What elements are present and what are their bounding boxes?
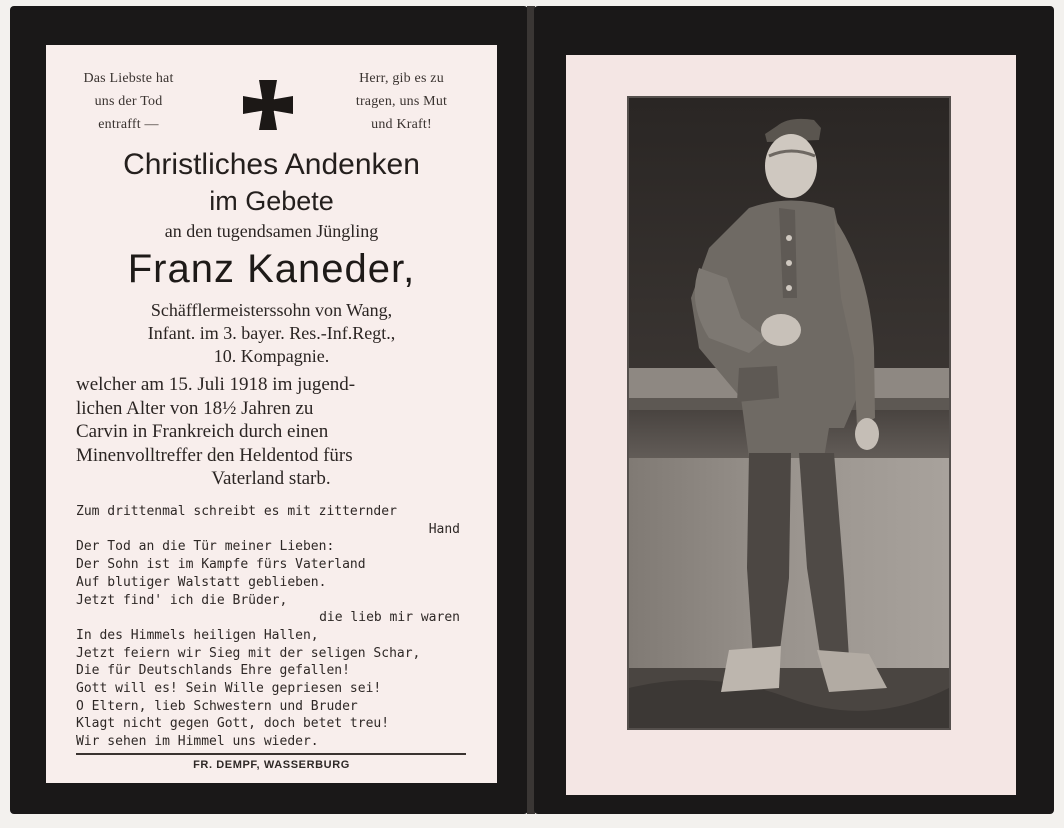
memorial-text-panel: [46, 45, 497, 783]
poem-line: Der Sohn ist im Kampfe fürs Vaterland: [76, 557, 366, 573]
description-line: lichen Alter von 18½ Jahren zu: [76, 397, 314, 419]
photo-panel: [566, 55, 1016, 795]
poem-line: Jetzt feiern wir Sieg mit der seligen Schar,: [76, 645, 421, 661]
poem-line: Auf blutiger Walstatt geblieben.: [76, 574, 327, 590]
poem-line: O Eltern, lieb Schwestern und Bruder: [76, 698, 358, 714]
footer-divider: [76, 753, 466, 755]
poem-line: Gott will es! Sein Wille gepriesen sei!: [76, 681, 382, 697]
epigraph-left-line: uns der Tod: [94, 94, 163, 109]
poem-line: Jetzt find' ich die Brüder,: [76, 592, 288, 608]
poem-line: Wir sehen im Himmel uns wieder.: [76, 734, 319, 750]
epigraph-left-line: Das Liebste hat: [83, 71, 174, 86]
poem-line: In des Himmels heiligen Hallen,: [76, 627, 319, 643]
description-line: Minenvolltreffer den Heldentod fürs: [76, 444, 353, 466]
description-line: Vaterland starb.: [211, 468, 331, 489]
poem-line: Die für Deutschlands Ehre gefallen!: [76, 663, 350, 679]
poem-line: Der Tod an die Tür meiner Lieben:: [76, 539, 335, 555]
rank-line: Schäfflermeisterssohn von Wang,: [150, 300, 393, 320]
memorial-poem: [76, 503, 460, 751]
iron-cross-icon: [239, 76, 297, 134]
rank-line: 10. Kompagnie.: [213, 346, 330, 366]
poem-line: Hand: [428, 521, 460, 537]
poem-line: Zum drittenmal schreibt es mit zitternder: [76, 504, 397, 519]
rank-line: Infant. im 3. bayer. Res.-Inf.Regt.,: [147, 323, 396, 343]
epigraph-right-line: und Kraft!: [371, 117, 432, 132]
death-description: [76, 373, 466, 491]
description-line: welcher am 15. Juli 1918 im jugend-: [76, 374, 356, 395]
epigraph-right-line: Herr, gib es zu: [359, 71, 444, 86]
epigraph-right: [334, 67, 469, 136]
epigraph-left-line: entrafft —: [98, 117, 159, 132]
dedication-line: an den tugendsamen Jüngling: [164, 221, 379, 241]
description-line: Carvin in Frankreich durch einen: [76, 421, 329, 442]
poem-line: die lieb mir waren: [319, 610, 460, 626]
heading-line-1: Christliches Andenken: [123, 148, 420, 181]
soldier-portrait-photo: [627, 96, 951, 730]
heading-line-2: im Gebete: [209, 186, 334, 216]
printer-credit: FR. DEMPF, WASSERBURG: [193, 759, 350, 771]
poem-line: Klagt nicht gegen Gott, doch betet treu!: [76, 716, 390, 732]
epigraph-right-line: tragen, uns Mut: [355, 94, 448, 109]
rank-block: [46, 299, 497, 368]
deceased-name: Franz Kaneder,: [127, 247, 416, 291]
epigraph-left: [76, 67, 181, 136]
